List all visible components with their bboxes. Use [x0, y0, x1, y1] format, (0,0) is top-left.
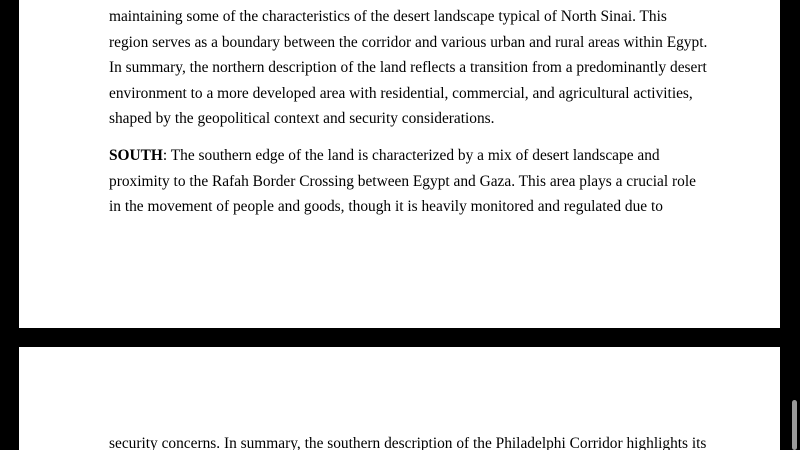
document-page-2	[19, 347, 780, 450]
scrollbar-thumb[interactable]	[792, 400, 797, 450]
text-line: maintaining some of the characteristics of the desert landscape typical of North Sinai. This	[109, 8, 667, 25]
section-label-south: SOUTH	[109, 147, 163, 164]
text-line: proximity to the Rafah Border Crossing between Egypt and Gaza. This area plays a crucial role	[109, 172, 696, 190]
text-line-rest: : The southern edge of the land is characterized by a mix of desert landscape and	[162, 147, 660, 164]
text-line: shaped by the geopolitical context and security considerations.	[109, 110, 495, 127]
text-line: environment to a more developed area with residential, commercial, and agricultural activities,	[109, 84, 693, 102]
document-page-1	[19, 0, 780, 328]
text-line: security concerns. In summary, the southern description of the Philadelphi Corridor highlights its	[109, 435, 707, 450]
vertical-scrollbar[interactable]	[788, 0, 800, 450]
paragraph-south	[109, 143, 709, 220]
text-line: In summary, the northern description of the land reflects a transition from a predominantly desert	[109, 59, 707, 76]
text-line: in the movement of people and goods, though it is heavily monitored and regulated due to	[109, 198, 663, 215]
text-line: region serves as a boundary between the corridor and various urban and rural areas within Egypt.	[109, 33, 708, 51]
text-line	[109, 143, 709, 169]
paragraph-south-continued	[109, 431, 709, 450]
paragraph-north-summary	[109, 4, 709, 132]
